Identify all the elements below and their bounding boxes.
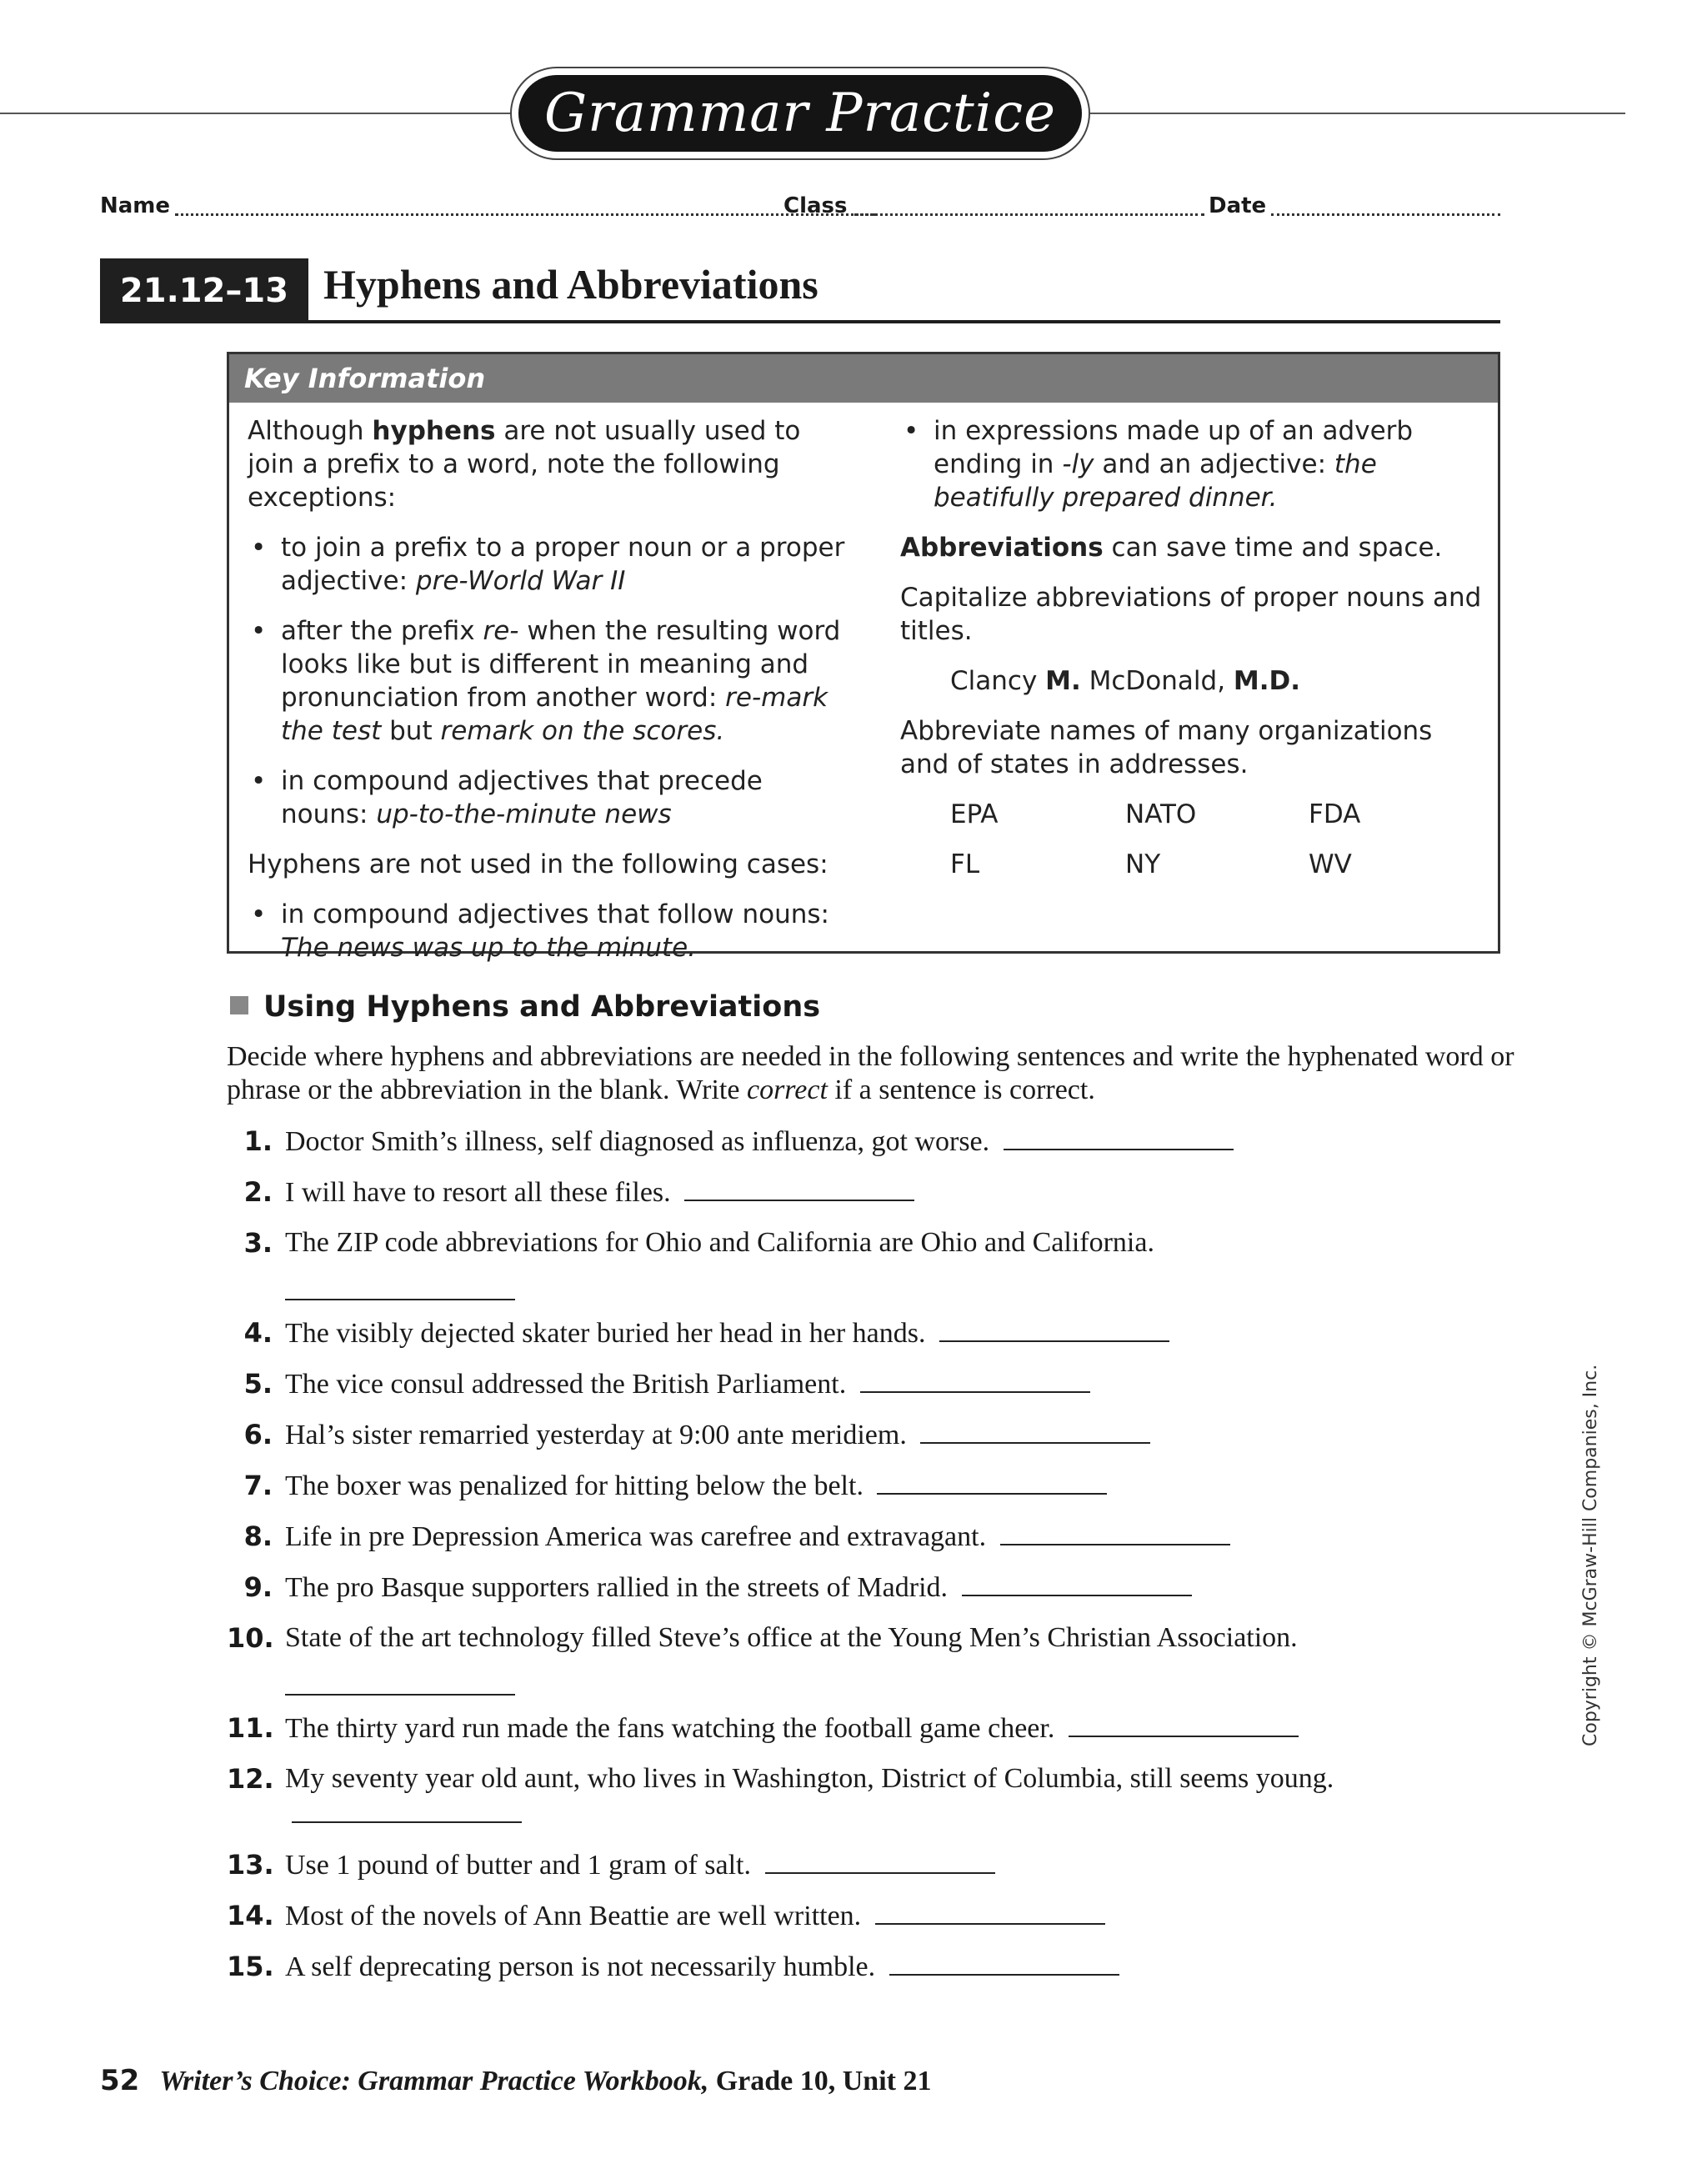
abbr-item: NY	[1125, 849, 1161, 879]
exercise-heading: Using Hyphens and Abbreviations	[230, 990, 820, 1024]
answer-blank[interactable]	[1004, 1124, 1234, 1150]
copyright-notice: Copyright © McGraw-Hill Companies, Inc.	[1580, 1364, 1601, 1746]
exercise-items	[227, 1124, 1527, 2000]
abbr-item: WV	[1309, 849, 1352, 879]
banner-title: Grammar Practice	[544, 83, 1056, 144]
exercise-item: 8. Life in pre Depression America was carefree and extravagant.	[227, 1519, 1527, 1555]
hyphen-not-used: Hyphens are not used in the following cases:	[248, 849, 828, 879]
class-field[interactable]	[854, 213, 1204, 216]
capitalize-rule: Capitalize abbreviations of proper nouns and titles.	[900, 583, 1482, 646]
answer-blank[interactable]	[860, 1366, 1090, 1393]
answer-blank[interactable]	[285, 1669, 515, 1696]
banner-inner	[518, 75, 1082, 152]
bullet-compound-precede: • in compound adjectives that precede nouns: up-to-the-minute news	[248, 764, 848, 831]
exercise-item: 7. The boxer was penalized for hitting below the belt.	[227, 1468, 1527, 1504]
answer-blank[interactable]	[962, 1570, 1192, 1596]
answer-blank[interactable]	[939, 1315, 1169, 1342]
abbr-item: EPA	[950, 799, 999, 829]
key-information-heading: Key Information	[229, 354, 1498, 403]
exercise-item: 5. The vice consul addressed the British Parliament.	[227, 1366, 1527, 1402]
exercise-item: 6. Hal’s sister remarried yesterday at 9:00 ante meridiem.	[227, 1417, 1527, 1453]
name-example: Clancy M. McDonald, M.D.	[950, 666, 1301, 696]
class-label: Class	[783, 193, 848, 218]
exercise-item: 4. The visibly dejected skater buried her head in her hands.	[227, 1315, 1527, 1351]
book-title: Writer’s Choice: Grammar Practice Workbook,	[159, 2066, 709, 2096]
abbreviation-grid	[900, 798, 1484, 881]
exercise-item: 10. State of the art technology filled Steve’s office at the Young Men’s Christian Association.	[227, 1620, 1527, 1696]
bullet-adverb-ly: • in expressions made up of an adverb ending in -ly and an adjective: the beatifully prepared dinner.	[900, 414, 1484, 514]
key-info-right-column	[900, 414, 1484, 881]
exercise-item: 15. A self deprecating person is not necessarily humble.	[227, 1949, 1527, 1985]
square-bullet-icon	[230, 996, 248, 1014]
exercise-item: 3. The ZIP code abbreviations for Ohio and California are Ohio and California.	[227, 1225, 1527, 1300]
name-class-date-row	[100, 193, 1500, 227]
bullet-compound-follow: • in compound adjectives that follow nouns: The news was up to the minute.	[248, 898, 848, 964]
section-rule	[100, 320, 1500, 323]
bullet-proper-noun: • to join a prefix to a proper noun or a proper adjective: pre-World War II	[248, 531, 848, 598]
page-footer	[100, 2064, 932, 2097]
answer-blank[interactable]	[889, 1949, 1119, 1976]
hyphen-intro: Although hyphens are not usually used to join a prefix to a word, note the following exceptions:	[248, 416, 801, 513]
answer-blank[interactable]	[765, 1847, 995, 1874]
key-information-box	[227, 352, 1500, 963]
exercise-item: 14. Most of the novels of Ann Beattie are well written.	[227, 1898, 1527, 1934]
exercise-item: 11. The thirty yard run made the fans watching the football game cheer.	[227, 1711, 1527, 1746]
abbreviate-rule: Abbreviate names of many organizations and of states in addresses.	[900, 716, 1433, 779]
answer-blank[interactable]	[1000, 1519, 1230, 1545]
abbr-item: NATO	[1125, 799, 1197, 829]
exercise-item: 1. Doctor Smith’s illness, self diagnosed as influenza, got worse.	[227, 1124, 1527, 1160]
answer-blank[interactable]	[292, 1796, 522, 1823]
book-grade-unit: Grade 10, Unit 21	[708, 2066, 932, 2096]
page-number: 52	[100, 2064, 140, 2097]
banner	[510, 67, 1090, 160]
date-label: Date	[1209, 193, 1267, 218]
bullet-prefix-re: • after the prefix re- when the resulting word looks like but is different in meaning and pronunciation from another word: re-mark the test but remark on the scores.	[248, 614, 848, 748]
date-field[interactable]	[1271, 213, 1500, 216]
key-info-left-column	[248, 414, 848, 981]
answer-blank[interactable]	[920, 1417, 1150, 1444]
abbr-item: FDA	[1309, 799, 1361, 829]
exercise-item: 12. My seventy year old aunt, who lives in Washington, District of Columbia, still seems young.	[227, 1761, 1527, 1832]
section-title: Hyphens and Abbreviations	[323, 261, 818, 308]
answer-blank[interactable]	[285, 1274, 515, 1300]
answer-blank[interactable]	[877, 1468, 1107, 1495]
name-field[interactable]	[175, 213, 875, 216]
exercise-item: 2. I will have to resort all these files.	[227, 1175, 1527, 1210]
answer-blank[interactable]	[1069, 1711, 1299, 1737]
section-number: 21.12–13	[100, 258, 308, 323]
exercise-item: 13. Use 1 pound of butter and 1 gram of salt.	[227, 1847, 1527, 1883]
name-label: Name	[100, 193, 171, 218]
exercise-item: 9. The pro Basque supporters rallied in the streets of Madrid.	[227, 1570, 1527, 1605]
exercise-instructions: Decide where hyphens and abbreviations are needed in the following sentences and write the hyphenated word or phrase or the abbreviation in the blank. Write correct if a sentence is correct.	[227, 1041, 1514, 1105]
answer-blank[interactable]	[684, 1175, 914, 1201]
answer-blank[interactable]	[875, 1898, 1105, 1925]
abbr-item: FL	[950, 849, 980, 879]
abbreviations-intro: Abbreviations can save time and space.	[900, 533, 1443, 563]
